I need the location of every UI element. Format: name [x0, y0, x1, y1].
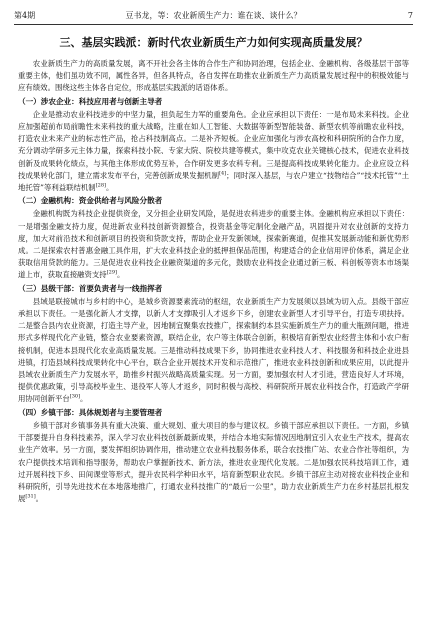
- header-rule: [14, 24, 413, 25]
- citation: [30]: [69, 394, 81, 401]
- subsection-paragraph-1: [18, 109, 409, 194]
- citation: [4]: [219, 170, 227, 177]
- intro-paragraph: 农业新质生产力的高质量发展，离不开社会各主体的合作生产和协同治理，包括企业、金融机构、各级基层干部等重要主体，他们虽功效不同，属性各异，但各具特点，各自发挥在助推农业新质生产力高质量发展过程中的积极效能与应有绩效。围绕这些主体各自定位，形成基层实践派的话语体系。: [18, 59, 409, 93]
- subsection-heading-1: （一）涉农企业：科技应用者与创新主导者: [18, 96, 163, 106]
- paragraph-text: 企业是推动农业科技进步的中坚力量，担负起生力军的重要角色。企业应承担以下责任：一是布局未来科技。企业应加强超前布局前瞻性未来科技的重大战略，注重在如人工智能、大数据等新型智能装备、新型农机等前瞻农业科技，打造农业未来产业的标志性产品，抢占科技制高点。二是补齐短板。企业应加强化与涉农高校和科研院所的合作力度，充分调动学研多元主体力量，探索科技小院、专家大院、院校共建等模式，集中攻克农业关键核心技术，促进农业科技创新及成果转化绩点，与其他主体形成优势互补，合作研发更多农科专利。三是提高科技成果转化能力。企业应设立科技成果转化部门，建立需求发布平台，完善创新成果发掘机制: [18, 109, 409, 180]
- subsection-paragraph-4: [18, 420, 409, 505]
- section-title: 三、基层实践派：新时代农业新质生产力如何实现高质量发展？: [59, 36, 368, 49]
- subsection-heading-3: （三）县级干部：首要负责者与一线指挥者: [18, 283, 163, 293]
- running-header: [14, 8, 413, 22]
- paragraph-text: 金融机构既为科技企业提供资金，又分担企业研发风险，是促进农科进步的重要主体。金融机构应承担以下责任：一是增强金融支持力度，促进新农业科技创新资源整合，投资基金等定制化金融产品，巩固提升对农业创新的支持力度，加大对前沿技术和创新项目的投资和贷款支持，帮助企业开发新领域，探索新赛道，促推其发展新动能和新优势形成。二是探索农村普惠金融工具作用，扩大农业科技企业的抵押担保品范围，构建适合的企业信用评价体系，满足企业获取信用贷款的能力。三是促进农业科技企业融资渠道的多元化，鼓励农业科技企业通过新三板、科创板等资本市场渠道上市，获取直接融资支持: [18, 209, 409, 280]
- issue-label: 第4期: [14, 10, 36, 20]
- subsection-paragraph-2: [18, 208, 409, 281]
- citation: [31]: [25, 493, 36, 500]
- subsection-paragraph-3: [18, 296, 409, 406]
- citation: [29]: [106, 269, 117, 276]
- paragraph-end: 。: [116, 270, 125, 280]
- page-number: 7: [407, 10, 413, 20]
- paragraph-text: ；同时深入基层，与农户建立“技物结合”“技术托管”“土地托管”等利益联结机制: [18, 170, 409, 193]
- paragraph-end: 。: [35, 494, 44, 504]
- running-title: 豆书龙，等：农业新质生产力：谁在谈、谈什么？: [125, 10, 302, 20]
- paragraph-text: 乡镇干部对乡镇事务具有重大决策、重大规划、重大项目的参与建议权。乡镇干部应承担以下责任。一方面，乡镇干部要提升自身科技素养，深入学习农业科技创新最新成果，并结合本地实际情况因地制宜引入农业生产技术，提高农业生产效率。另一方面，要发挥组织协调作用，推动建立农业科技服务体系，联合农技推广站、农业合作社等组织，为农户提供技术培训和指导服务，帮助农户掌握新技术、新方法，推进农业现代化发展。二是加强农民科技培训工作，通过开展科技下乡、田间课堂等形式，提升农民科学种田水平，培育新型职业农民。乡镇干部应主动对接农业科技企业和科研院所，引导先进技术在本地落地推广，打通农业科技推广的“最后一公里”，助力农业新质生产力在乡村基层扎根发展: [18, 420, 409, 504]
- subsection-heading-4: （四）乡镇干部：具体规划者与主要管理者: [18, 407, 163, 417]
- citation: [28]: [95, 182, 106, 189]
- paragraph-end: 。: [105, 183, 114, 193]
- paragraph-text: 县域是联接城市与乡村的中心，是城乡资源要素流动的枢纽，农业新质生产力发展须以县域为切入点。县级干部应承担以下责任。一是强化新人才支撑，以新人才支撑吸引人才返乡下乡，创建农业新型人才引导平台，打造专项扶持。二是整合县内农业资源，打造主导产业，因地制宜聚集农技推广，探索制约本县实施新质生产力的重大瓶颈问题，推进形式多样现代化产业链，整合农业要素资源，联结企业，农户等主体联合创新，积极培育新型农业经营主体和小农户衔接机制，促进本县现代化农业高质量发展。三是推动科技成果下乡，协同推进农业科技人才、科技服务和科技企业进县进镇，打造县域科技成果转化中心平台，联合企业开展技术开发和示范推广，推进农业科技创新和成果应用，以此提升县域农业新质生产力发展水平，助推乡村振兴战略高质量实现。另一方面，要加强农村人才引进，营造良好人才环境，提供优惠政策，引导高校毕业生、退役军人等人才返乡，同时积极与高校、科研院所开展农业科技合作，打造政产学研用协同创新平台: [18, 296, 409, 404]
- subsection-heading-2: （二）金融机构：资金供给者与风险分散者: [18, 196, 163, 206]
- paragraph-end: 。: [80, 394, 88, 404]
- article-body: [18, 58, 409, 505]
